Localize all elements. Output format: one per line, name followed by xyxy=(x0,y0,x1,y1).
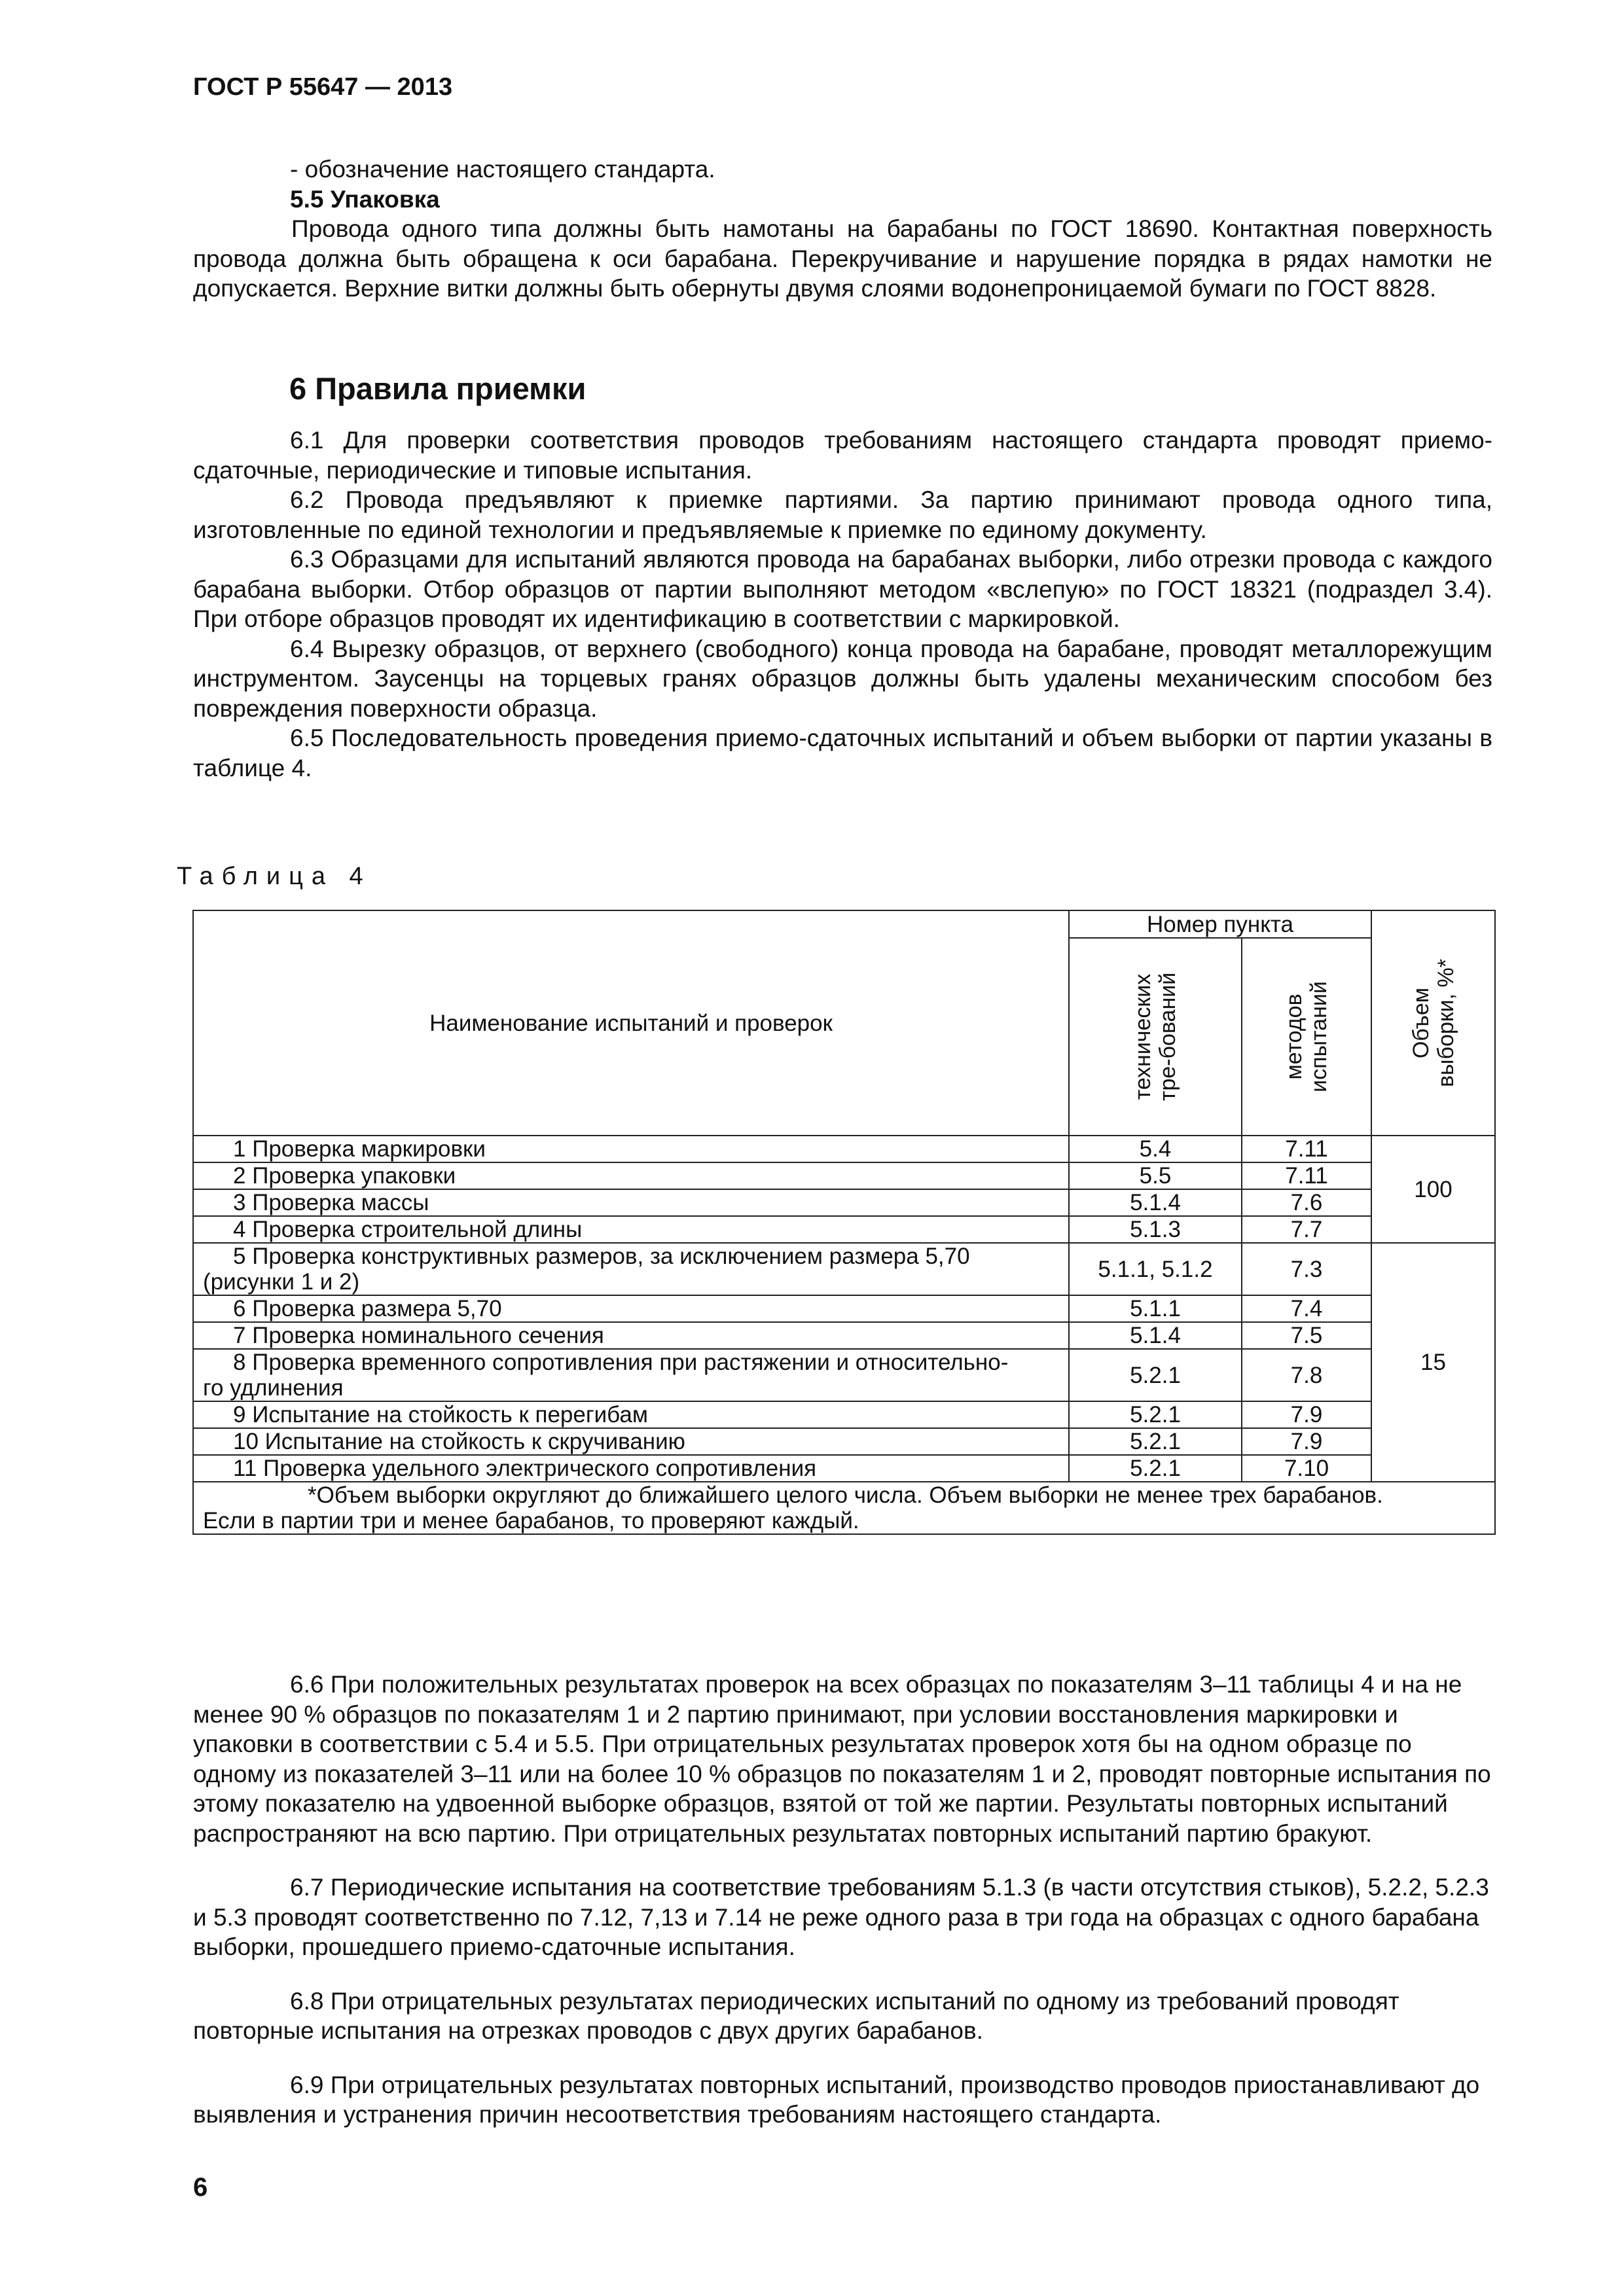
header-test-methods: методов испытаний xyxy=(1242,938,1371,1136)
row-name-line2: (рисунки 1 и 2) xyxy=(203,1269,360,1295)
table-row xyxy=(193,1428,1495,1455)
row-tech: 5.1.3 xyxy=(1069,1216,1242,1243)
paragraph-6-6: 6.6 При положительных результатах проверок на всех образцах по показателям 3–11 таблицы 4 и на не менее 90 % образцов по показателям 1 и 2 партию принимают, при условии восстановления маркировки и упаковки в соответствии с 5.4 и 5.5. При отрицательных результатах проверок хотя бы на одном образце по одному из показателей 3–11 или на более 10 % образцов по показателям 1 и 2, проводят повторные испытания по этому показателю на удвоенной выборке образцов, взятой от той же партии. Результаты повторных испытаний распространяют на всю партию. При отрицательных результатах повторных испытаний партию бракуют. xyxy=(193,1671,1491,1847)
paragraph-6-1: 6.1 Для проверки соответствия проводов требованиям настоящего стандарта проводят приемо-сдаточные, периодические и типовые испытания. xyxy=(193,427,1492,484)
page-number: 6 xyxy=(193,2173,208,2202)
volume-group-2: 15 xyxy=(1371,1243,1495,1482)
row-method: 7.10 xyxy=(1242,1455,1371,1482)
row-name: 4 Проверка строительной длины xyxy=(193,1216,1069,1243)
row-name: 9 Испытание на стойкость к перегибам xyxy=(193,1401,1069,1428)
row-name: 1 Проверка маркировки xyxy=(193,1136,1069,1162)
row-method: 7.9 xyxy=(1242,1401,1371,1428)
row-name-line1: 5 Проверка конструктивных размеров, за исключением размера 5,70 xyxy=(233,1244,970,1269)
paragraph-6-9: 6.9 При отрицательных результатах повторных испытаний, производство проводов приостанавливают до выявления и устранения причин несоответствия требованиям настоящего стандарта. xyxy=(193,2071,1480,2128)
table-row xyxy=(193,1216,1495,1243)
row-method: 7.9 xyxy=(1242,1428,1371,1455)
row-name: 6 Проверка размера 5,70 xyxy=(193,1295,1069,1322)
section-6-rules xyxy=(193,1645,1492,2154)
section-6-heading: 6 Правила приемки xyxy=(289,371,586,406)
table-row xyxy=(193,1162,1495,1189)
row-name xyxy=(193,1349,1069,1401)
row-method: 7.11 xyxy=(1242,1136,1371,1162)
row-tech: 5.5 xyxy=(1069,1162,1242,1189)
table-row xyxy=(193,1243,1495,1295)
row-method: 7.3 xyxy=(1242,1243,1371,1295)
paragraph-6-3: 6.3 Образцами для испытаний являются провода на барабанах выборки, либо отрезки провода с каждого барабана выборки. Отбор образцов от партии выполняют методом «вслепую» по ГОСТ 18321 (подраздел 3.4). При отборе образцов проводят их идентификацию в соответствии с маркировкой. xyxy=(193,546,1492,632)
row-tech: 5.1.4 xyxy=(1069,1322,1242,1349)
table-row xyxy=(193,1455,1495,1482)
row-tech: 5.4 xyxy=(1069,1136,1242,1162)
designation-line: - обозначение настоящего стандарта. xyxy=(290,156,715,183)
row-tech: 5.2.1 xyxy=(1069,1401,1242,1428)
table-row xyxy=(193,1322,1495,1349)
paragraph-6-8: 6.8 При отрицательных результатах периодических испытаний по одному из требований проводят повторные испытания на отрезках проводов с двух других барабанов. xyxy=(193,1987,1399,2044)
section-6-intro xyxy=(193,425,1492,783)
table-row xyxy=(193,1189,1495,1216)
row-name: 10 Испытание на стойкость к скручиванию xyxy=(193,1428,1069,1455)
table-footnote xyxy=(193,1482,1495,1534)
row-tech: 5.2.1 xyxy=(1069,1349,1242,1401)
row-tech: 5.1.4 xyxy=(1069,1189,1242,1216)
paragraph-6-7: 6.7 Периодические испытания на соответствие требованиям 5.1.3 (в части отсутствия стыков), 5.2.2, 5.2.3 и 5.3 проводят соответственно по 7.12, 7,13 и 7.14 не реже одного раза в три года на образцах с одного барабана выборки, прошедшего приемо-сдаточные испытания. xyxy=(193,1874,1489,1960)
row-name xyxy=(193,1243,1069,1295)
section-5-block xyxy=(193,154,1492,304)
header-sample-volume: Объем выборки, %* xyxy=(1371,910,1495,1136)
row-name: 3 Проверка массы xyxy=(193,1189,1069,1216)
row-method: 7.4 xyxy=(1242,1295,1371,1322)
row-name-line2: го удлинения xyxy=(203,1375,344,1401)
footnote-line2: Если в партии три и менее барабанов, то проверяют каждый. xyxy=(203,1508,859,1534)
header-item-number: Номер пункта xyxy=(1069,910,1371,938)
paragraph-6-5: 6.5 Последовательность проведения приемо-сдаточных испытаний и объем выборки от партии указаны в таблице 4. xyxy=(193,725,1492,781)
row-method: 7.7 xyxy=(1242,1216,1371,1243)
row-tech: 5.2.1 xyxy=(1069,1428,1242,1455)
row-name: 7 Проверка номинального сечения xyxy=(193,1322,1069,1349)
row-tech: 5.1.1 xyxy=(1069,1295,1242,1322)
paragraph-6-4: 6.4 Вырезку образцов, от верхнего (свободного) конца провода на барабане, проводят металлорежущим инструментом. Заусенцы на торцевых гранях образцов должны быть удалены механическим способом без повреждения поверхности образца. xyxy=(193,635,1492,722)
header-tech-requirements: технических тре-бований xyxy=(1069,938,1242,1136)
volume-group-1: 100 xyxy=(1371,1136,1495,1243)
table-row xyxy=(193,1401,1495,1428)
row-name: 2 Проверка упаковки xyxy=(193,1162,1069,1189)
table-row xyxy=(193,1349,1495,1401)
row-method: 7.11 xyxy=(1242,1162,1371,1189)
row-name: 11 Проверка удельного электрического сопротивления xyxy=(193,1455,1069,1482)
document-header: ГОСТ Р 55647 — 2013 xyxy=(193,73,453,101)
table-row xyxy=(193,1295,1495,1322)
row-method: 7.6 xyxy=(1242,1189,1371,1216)
row-tech: 5.2.1 xyxy=(1069,1455,1242,1482)
paragraph-6-2: 6.2 Провода предъявляют к приемке партиями. За партию принимают провода одного типа, изготовленные по единой технологии и предъявляемые к приемке по единому документу. xyxy=(193,486,1492,543)
header-test-name: Наименование испытаний и проверок xyxy=(193,910,1069,1136)
paragraph-5-5: Провода одного типа должны быть намотаны на барабаны по ГОСТ 18690. Контактная поверхность провода должна быть обращена к оси барабана. Перекручивание и нарушение порядка в рядах намотки не допускается. Верхние витки должны быть обернуты двумя слоями водонепроницаемой бумаги по ГОСТ 8828. xyxy=(193,215,1492,302)
subheading-5-5: 5.5 Упаковка xyxy=(290,185,440,213)
footnote-line1: *Объем выборки округляют до ближайшего целого числа. Объем выборки не менее трех барабанов. xyxy=(308,1482,1383,1508)
row-name-line1: 8 Проверка временного сопротивления при растяжении и относительно- xyxy=(233,1350,1009,1375)
table-4 xyxy=(192,910,1496,1535)
row-method: 7.5 xyxy=(1242,1322,1371,1349)
row-method: 7.8 xyxy=(1242,1349,1371,1401)
table-footnote-row xyxy=(193,1482,1495,1534)
table-row xyxy=(193,1136,1495,1162)
row-tech: 5.1.1, 5.1.2 xyxy=(1069,1243,1242,1295)
table-caption: Таблица 4 xyxy=(177,863,372,890)
